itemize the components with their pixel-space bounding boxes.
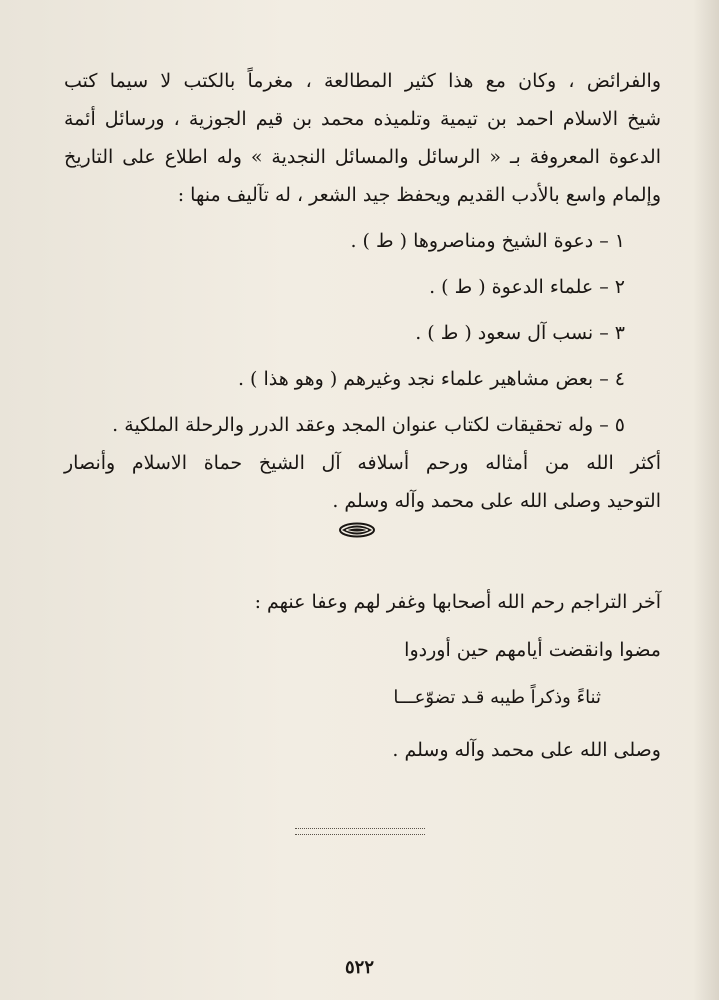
list-item: ٢ – علماء الدعوة ( ط ) . xyxy=(429,276,625,298)
works-list xyxy=(64,218,661,448)
paragraph-line: التوحيد وصلى الله على محمد وآله وسلم . xyxy=(332,490,661,512)
list-item: ١ – دعوة الشيخ ومناصروها ( ط ) . xyxy=(350,230,625,252)
page-edge-shadow xyxy=(693,0,719,1000)
footer-divider xyxy=(295,834,425,835)
poem-verse: مضوا وانقضت أيامهم حين أوردوا xyxy=(404,639,661,661)
footer-divider xyxy=(295,828,425,829)
poem-verse: ثناءً وذكراً طيبه قـد تضوّعـــا xyxy=(393,687,601,708)
final-section xyxy=(64,578,661,774)
ornament-icon xyxy=(337,520,377,540)
list-item: ٣ – نسب آل سعود ( ط ) . xyxy=(415,322,625,344)
paragraph-line: وإلمام واسع بالأدب القديم ويحفظ جيد الشعر ، له تآليف منها : xyxy=(177,184,661,206)
page-number: ٥٢٢ xyxy=(344,957,374,978)
list-item: ٤ – بعض مشاهير علماء نجد وغيرهم ( وهو هذا ) . xyxy=(237,368,625,390)
final-blessing: وصلى الله على محمد وآله وسلم . xyxy=(392,739,661,761)
paragraph-line: والفرائض ، وكان مع هذا كثير المطالعة ، مغرماً بالكتب لا سيما كتب xyxy=(64,70,661,92)
main-text xyxy=(64,62,661,520)
closing-paragraph xyxy=(64,444,661,520)
paragraph-line: شيخ الاسلام احمد بن تيمية وتلميذه محمد بن قيم الجوزية ، ورسائل أئمة xyxy=(64,108,661,130)
list-item: ٥ – وله تحقيقات لكتاب عنوان المجد وعقد الدرر والرحلة الملكية . xyxy=(112,414,625,436)
paragraph-line: الدعوة المعروفة بـ « الرسائل والمسائل النجدية » وله اطلاع على التاريخ xyxy=(64,146,661,168)
final-intro: آخر التراجم رحم الله أصحابها وغفر لهم وعفا عنهم : xyxy=(254,591,661,613)
paragraph-line: أكثر الله من أمثاله ورحم أسلافه آل الشيخ حماة الاسلام وأنصار xyxy=(64,452,661,474)
